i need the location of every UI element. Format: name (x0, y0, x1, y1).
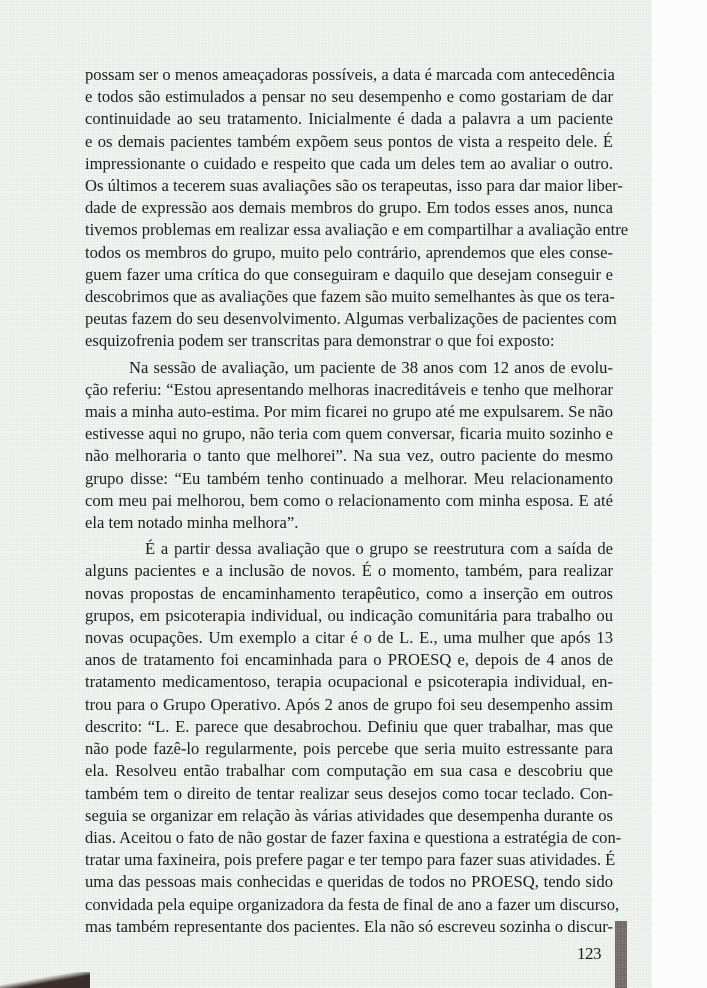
text-line: convidada pela equipe organizadora da festa de final de ano a fazer um discurso, (85, 894, 620, 914)
text-line: guem fazer uma crítica do que conseguiram e daquilo que desejam conseguir e (85, 264, 613, 284)
text-line: todos os membros do grupo, muito pelo contrário, aprendemos que eles conse- (85, 242, 613, 262)
text-line: peutas fazem do seu desenvolvimento. Algumas verbalizações de pacientes com (85, 309, 617, 329)
page-outer-margin (652, 0, 707, 988)
text-line: novas propostas de encaminhamento terapêutico, como a inserção em outros (85, 583, 613, 603)
text-line: descobrimos que as avaliações que fazem são muito semelhantes às que os tera- (85, 287, 615, 307)
text-line: trou para o Grupo Operativo. Após 2 anos de grupo foi seu desempenho assim (85, 694, 613, 714)
text-line: mais a minha auto-estima. Por mim ficarei no grupo até me expulsarem. Se não (85, 402, 613, 422)
text-line: e os demais pacientes também expõem seus pontos de vista a respeito dele. É (85, 131, 613, 151)
page-number: 123 (577, 944, 601, 963)
text-line: não melhoraria o tanto que melhorei”. Na sua vez, outro paciente do mesmo (85, 446, 613, 466)
text-line: ela tem notado minha melhora”. (85, 513, 299, 533)
text-line: alguns pacientes e a inclusão de novos. É o momento, também, para realizar (85, 561, 613, 581)
text-line: ela. Resolveu então trabalhar com computação em sua casa e descobriu que (85, 761, 613, 781)
text-line: anos de tratamento foi encaminhada para o PROESQ e, depois de 4 anos de (85, 650, 613, 670)
page-edge-shadow (0, 972, 90, 988)
text-line: tratar uma faxineira, pois prefere pagar e ter tempo para fazer suas atividades. É (85, 850, 616, 870)
text-line: descrito: “L. E. parece que desabrochou. Definiu que quer trabalhar, mas que (85, 716, 613, 736)
paragraph (85, 357, 613, 535)
text-line: estivesse aqui no grupo, não teria com quem conversar, ficaria muito sozinho e (85, 424, 613, 444)
text-line: impressionante o cuidado e respeito que cada um deles tem ao avaliar o outro. (85, 153, 613, 173)
text-line: tratamento medicamentoso, terapia ocupacional e psicoterapia individual, en- (85, 672, 613, 692)
text-line: com meu pai melhorou, bem como o relacionamento com minha esposa. E até (85, 490, 613, 510)
thumb-index-tab (615, 921, 627, 988)
text-line: novas ocupações. Um exemplo a citar é o de L. E., uma mulher que após 13 (85, 628, 613, 648)
body-text (85, 64, 629, 938)
text-line: É a partir dessa avaliação que o grupo se reestrutura com a saída de (145, 539, 613, 559)
text-line: continuidade ao seu tratamento. Inicialmente é dada a palavra a um paciente (85, 109, 613, 129)
text-line: grupos, em psicoterapia individual, ou indicação comunitária para trabalho ou (85, 605, 613, 625)
text-line: ção referiu: “Estou apresentando melhoras inacreditáveis e tenho que melhorar (85, 379, 613, 399)
text-line: possam ser o menos ameaçadoras possíveis, a data é marcada com antecedência (85, 65, 615, 84)
paragraph (85, 64, 629, 353)
text-line: dias. Aceitou o fato de não gostar de fazer faxina e questiona a estratégia de con- (85, 827, 622, 847)
text-line: seguia se organizar em relação às várias atividades que desempenha durante os (85, 805, 613, 825)
text-line: dade de expressão aos demais membros do grupo. Em todos esses anos, nunca (85, 198, 613, 218)
text-line: também tem o direito de tentar realizar seus desejos como tocar teclado. Con- (85, 783, 613, 803)
text-line: mas também representante dos pacientes. Ela não só escreveu sozinha o discur- (85, 916, 613, 936)
text-line: grupo disse: “Eu também tenho continuado a melhorar. Meu relacionamento (85, 468, 613, 488)
paragraph (85, 538, 622, 938)
text-line: não pode fazê-lo regularmente, pois percebe que seria muito estressante para (85, 739, 613, 759)
text-line: Os últimos a tecerem suas avaliações são os terapeutas, isso para dar maior liber- (85, 176, 623, 196)
text-line: e todos são estimulados a pensar no seu desempenho e como gostariam de dar (85, 87, 613, 107)
text-line: uma das pessoas mais conhecidas e queridas de todos no PROESQ, tendo sido (85, 872, 613, 892)
text-line: tivemos problemas em realizar essa avaliação e em compartilhar a avaliação entre (85, 220, 629, 240)
text-line: esquizofrenia podem ser transcritas para demonstrar o que foi exposto: (85, 331, 555, 351)
text-line: Na sessão de avaliação, um paciente de 38 anos com 12 anos de evolu- (129, 357, 613, 377)
